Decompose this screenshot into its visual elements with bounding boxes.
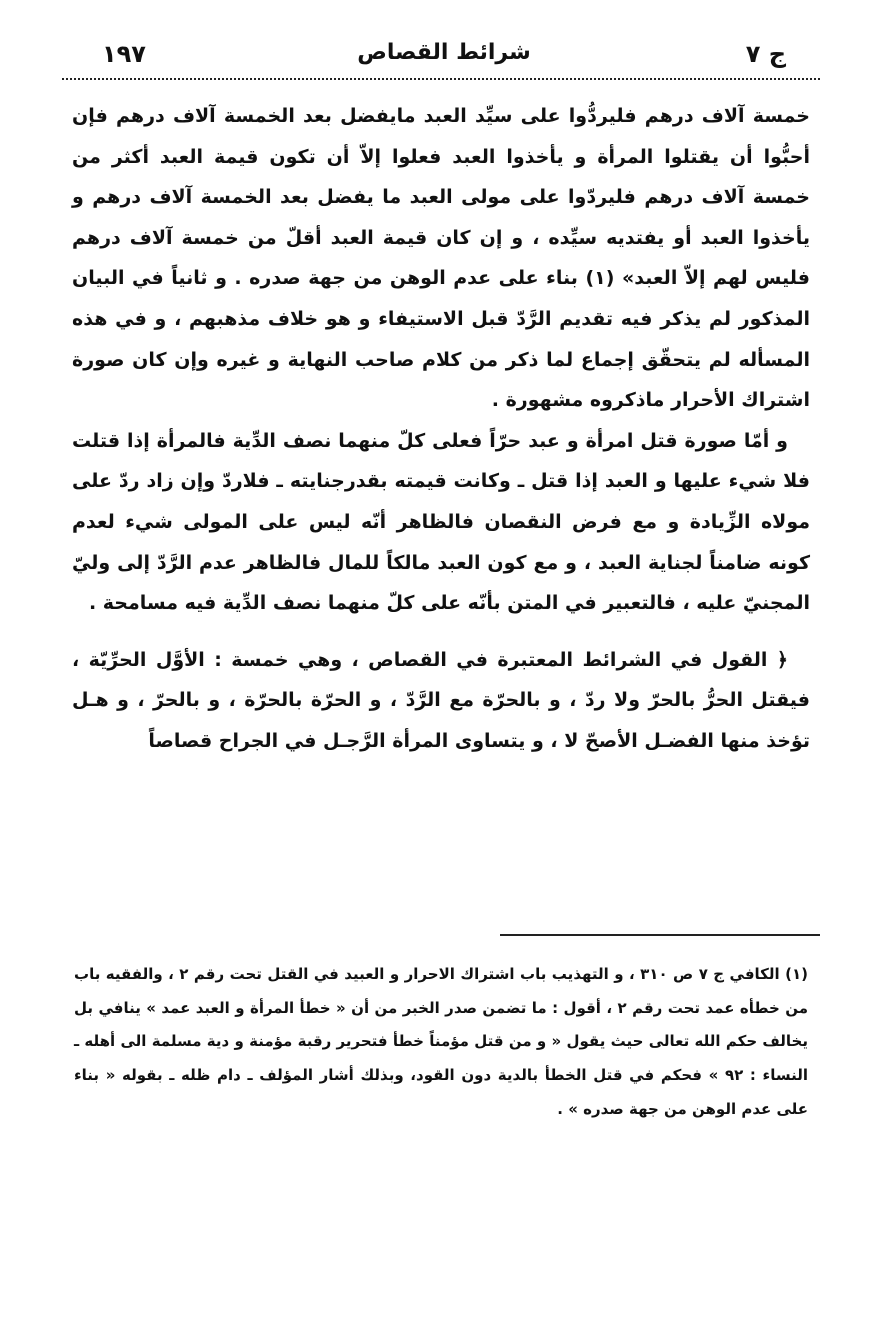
footnote-text: (١) الكافي ج ٧ ص ٣١٠ ، و التهذيب باب اشتراك الاحرار و العبيد في القتل تحت رقم ٢ ، والفقيه باب من خطأه عمد تحت رقم ٢ ، أقول : ما تضمن صدر الخبر من أن « خطأ المرأة و العبد عمد » ينافي بل يخالف حكم الله تعالى حيث يقول « و من قتل مؤمناً خطأ فتحرير رقبة مؤمنة و دية مسلمة الى أهله ـ النساء : ٩٢ » فحكم في قتل الخطأ بالدية دون القود، وبذلك أشار المؤلف ـ دام ظله ـ بقوله « بناء على عدم الوهن من جهة صدره » . xyxy=(74,965,809,1118)
volume-label: ج ٧ xyxy=(745,40,786,68)
footnote xyxy=(74,958,808,1127)
paragraph-2: و أمّا صورة قتل امرأة و عبد حرّاً فعلى كلّ منهما نصف الدِّية فالمرأة إذا قتلت فلا شيء عليها و العبد إذا قتل ـ وكانت قيمته بقدرجنايته ـ فلاردّ وإن زاد ردّ على مولاه الزِّيادة و مع فرض النقصان فالظاهر أنّه ليس على المولى شيء لعدم كونه ضامناً لجناية العبد ، و مع كون العبد مالكاً للمال فالظاهر عدم الرَّدّ إلى وليّ المجنيّ عليه ، فالتعبير في المتن بأنّه على كلّ منهما نصف الدِّية فيه مسامحة . xyxy=(72,429,810,615)
main-text xyxy=(72,96,810,762)
header-divider xyxy=(62,78,820,80)
page-number: ١٩٧ xyxy=(102,40,146,68)
running-header xyxy=(70,40,818,74)
paragraph-1: خمسة آلاف درهم فليردُّوا على سيِّد العبد مايفضل بعد الخمسة آلاف درهم فإن أحبُّوا أن يقتلوا المرأة و يأخذوا العبد فعلوا إلاّ أن تكون قيمة العبد أكثر من خمسة آلاف درهم فليردّوا على مولى العبد ما يفضل بعد الخمسة آلاف درهم و يأخذوا العبد أو يفتديه سيِّده ، و إن كان قيمة العبد أقلّ من خمسة آلاف درهم فليس لهم إلاّ العبد» (١) بناء على عدم الوهن من جهة صدره . و ثانياً في البيان المذكور لم يذكر فيه تقديم الرَّدّ قبل الاستيفاء و هو خلاف مذهبهم ، و في هذه المسأله لم يتحقّق إجماع لما ذكر من كلام صاحب النهاية و غيره وإن كان صورة اشتراك الأحرار ماذكروه مشهورة . xyxy=(72,105,810,412)
paragraph-3: ﴿ القول في الشرائط المعتبرة في القصاص ، وهي خمسة : الأوَّل الحرِّيّة ، فيقتل الحرُّ بالحرّ ولا ردّ ، و بالحرّة مع الرَّدّ ، و الحرّة بالحرّة ، و بالحرّ ، و هـل تؤخذ منها الفضـل الأصحّ لا ، و يتساوى المرأة الرَّجـل في الجراح قصاصاً xyxy=(72,648,810,752)
footnote-divider xyxy=(500,934,820,936)
running-title: شرائط القصاص xyxy=(357,40,531,65)
